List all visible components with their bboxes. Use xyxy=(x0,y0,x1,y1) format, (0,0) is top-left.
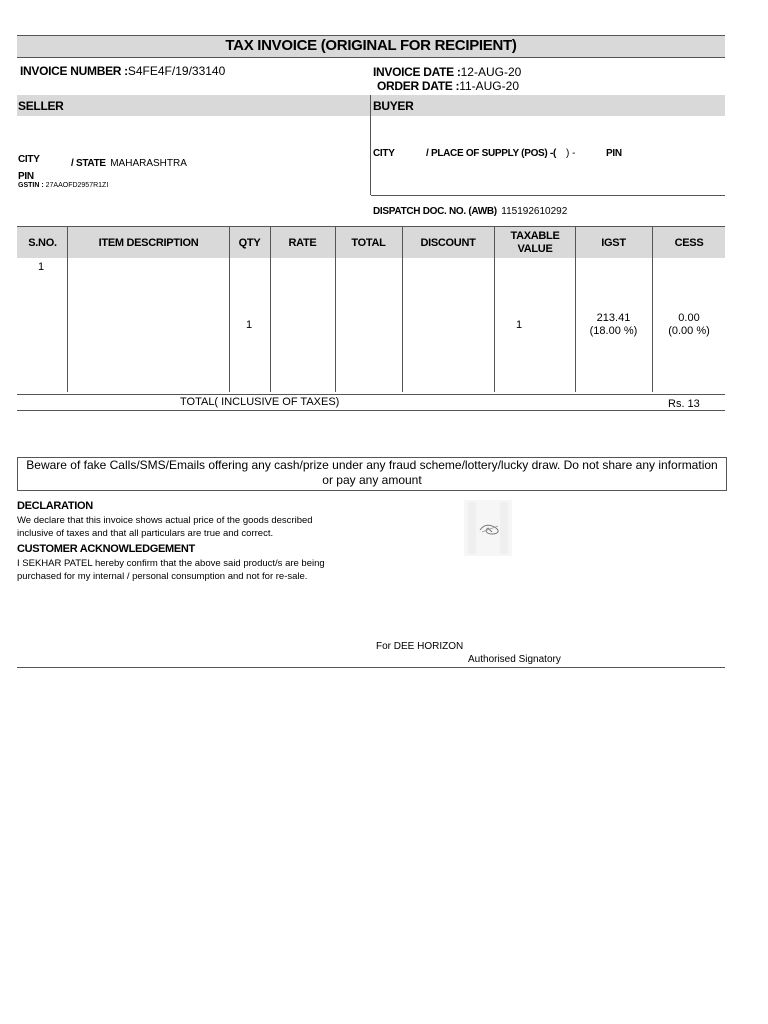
declaration-line-1: We declare that this invoice shows actual price of the goods described xyxy=(17,515,313,526)
total-top-rule xyxy=(17,394,725,395)
declaration-heading: DECLARATION xyxy=(17,500,93,512)
acknowledgement-heading: CUSTOMER ACKNOWLEDGEMENT xyxy=(17,543,195,555)
table-top-rule xyxy=(17,226,725,227)
dispatch-block xyxy=(373,201,567,219)
acknowledgement-line-2: purchased for my internal / personal consumption and not for re-sale. xyxy=(17,571,308,582)
col-divider xyxy=(494,227,495,392)
header-discount: DISCOUNT xyxy=(420,236,476,249)
dispatch-value: 115192610292 xyxy=(501,206,568,217)
buyer-pos-close: ) - xyxy=(566,148,576,159)
order-date-block xyxy=(377,77,519,95)
invoice-title: TAX INVOICE (ORIGINAL FOR RECIPIENT) xyxy=(225,37,517,54)
invoice-date: 12-AUG-20 xyxy=(460,65,522,79)
acknowledgement-line-1: I SEKHAR PATEL hereby confirm that the above said product/s are being xyxy=(17,558,325,569)
seller-heading: SELLER xyxy=(18,99,64,113)
seller-pin-label: PIN xyxy=(18,171,34,182)
header-cess: CESS xyxy=(674,236,704,249)
invoice-number-label: INVOICE NUMBER : xyxy=(20,64,128,78)
buyer-pos-label: / PLACE OF SUPPLY (POS) -( xyxy=(426,148,556,159)
col-divider xyxy=(402,227,403,392)
dispatch-label: DISPATCH DOC. NO. (AWB) xyxy=(373,206,497,217)
seller-state-label: / STATE xyxy=(71,158,106,169)
buyer-heading: BUYER xyxy=(373,99,414,113)
invoice-date-label: INVOICE DATE : xyxy=(373,65,461,79)
col-divider xyxy=(67,227,68,392)
cell-sno: 1 xyxy=(37,261,45,273)
header-sno: S.NO. xyxy=(28,236,57,249)
signature-stamp xyxy=(462,498,514,558)
signature-for: For DEE HORIZON xyxy=(376,641,464,652)
seller-header-bar xyxy=(17,95,370,116)
seller-city-label: CITY xyxy=(18,154,40,165)
seller-state: MAHARASHTRA xyxy=(110,158,187,169)
declaration-line-2: inclusive of taxes and that all particulars are true and correct. xyxy=(17,528,274,539)
seller-gstin: 27AAOFD2957R1ZI xyxy=(45,182,109,189)
seller-gstin-label: GSTIN : xyxy=(18,182,44,189)
total-value: Rs. 13 xyxy=(668,398,700,410)
header-igst: IGST xyxy=(601,236,626,249)
buyer-pin-label: PIN xyxy=(606,148,622,159)
total-bottom-rule xyxy=(17,410,725,411)
col-divider xyxy=(652,227,653,392)
seller-state-block xyxy=(71,153,187,171)
col-divider xyxy=(575,227,576,392)
invoice-number: S4FE4F/19/33140 xyxy=(127,64,226,78)
col-divider xyxy=(335,227,336,392)
cell-cess-amount: 0.00 xyxy=(678,312,700,324)
buyer-bottom-rule xyxy=(371,195,725,196)
total-label: TOTAL( INCLUSIVE OF TAXES) xyxy=(180,396,340,408)
header-taxable-value: TAXABLE VALUE xyxy=(510,230,560,255)
seller-buyer-divider xyxy=(370,95,371,195)
header-rate: RATE xyxy=(288,236,317,249)
buyer-city-label: CITY xyxy=(373,148,395,159)
cell-cess-rate: (0.00 %) xyxy=(668,325,710,337)
header-item-description: ITEM DESCRIPTION xyxy=(98,236,199,249)
authorised-signatory: Authorised Signatory xyxy=(468,654,561,665)
cell-igst-amount: 213.41 xyxy=(596,312,631,324)
order-date-label: ORDER DATE : xyxy=(377,79,460,93)
header-qty: QTY xyxy=(238,236,261,249)
fraud-warning: Beware of fake Calls/SMS/Emails offering any cash/prize under any fraud scheme/lottery/lucky draw. Do not share any information or pay any amount xyxy=(17,457,727,491)
buyer-header-bar xyxy=(371,95,725,116)
footer-rule xyxy=(17,667,725,668)
col-divider xyxy=(270,227,271,392)
invoice-number-block xyxy=(20,62,225,80)
header-total: TOTAL xyxy=(351,236,386,249)
cell-qty: 1 xyxy=(246,319,253,331)
cell-taxable-value: 1 xyxy=(515,319,523,331)
col-divider xyxy=(229,227,230,392)
cell-igst-rate: (18.00 %) xyxy=(589,325,638,337)
order-date: 11-AUG-20 xyxy=(459,79,519,93)
seller-gstin-block xyxy=(18,182,108,189)
